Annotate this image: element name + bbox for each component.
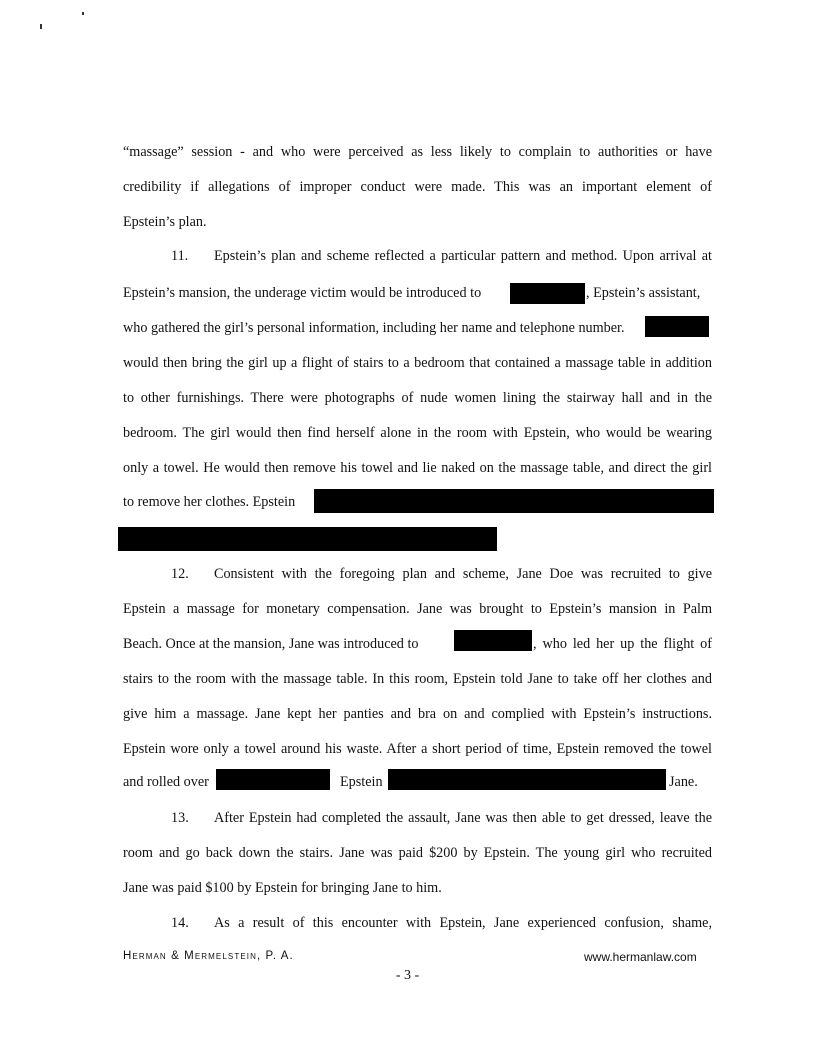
redaction-bar — [216, 769, 330, 790]
scan-speck — [82, 12, 84, 15]
body-line: give him a massage. Jane kept her panties and bra on and complied with Epstein’s instructions. — [123, 706, 712, 722]
body-line: would then bring the girl up a flight of stairs to a bedroom that contained a massage table in addition — [123, 355, 712, 371]
paragraph-number: 12. — [171, 566, 189, 582]
body-line: credibility if allegations of improper conduct were made. This was an important element of — [123, 179, 712, 195]
body-line — [123, 773, 712, 791]
body-line — [123, 284, 712, 302]
body-text: Beach. Once at the mansion, Jane was introduced to — [123, 636, 419, 652]
body-text: , Epstein’s assistant, — [586, 285, 701, 301]
body-text: and rolled over — [123, 774, 209, 790]
body-text: After Epstein had completed the assault, Jane was then able to get dressed, leave the — [214, 810, 712, 826]
body-text: , who led her up the flight of — [533, 636, 712, 652]
body-text: to remove her clothes. Epstein — [123, 494, 296, 510]
body-line: room and go back down the stairs. Jane was paid $200 by Epstein. The young girl who recruited — [123, 845, 712, 861]
body-text: As a result of this encounter with Epstein, Jane experienced confusion, shame, — [214, 915, 712, 931]
redaction-bar — [314, 489, 714, 513]
scan-speck — [40, 24, 42, 29]
body-line: to other furnishings. There were photographs of nude women lining the stairway hall and in the — [123, 390, 712, 406]
redaction-bar — [388, 769, 666, 790]
footer-firm-name: Herman & Mermelstein, P. A. — [123, 950, 294, 962]
paragraph-number: 14. — [171, 915, 189, 931]
body-line: only a towel. He would then remove his towel and lie naked on the massage table, and direct the girl — [123, 460, 712, 476]
body-line: Epstein wore only a towel around his waste. After a short period of time, Epstein removed the towel — [123, 741, 712, 757]
body-text: Jane. — [669, 774, 698, 790]
body-line: Epstein’s plan. — [123, 214, 207, 230]
body-line — [123, 319, 712, 337]
body-text: Epstein’s plan and scheme reflected a particular pattern and method. Upon arrival at — [214, 248, 712, 264]
body-text: Epstein — [340, 774, 383, 790]
body-text: Epstein’s mansion, the underage victim would be introduced to — [123, 285, 482, 301]
paragraph-number: 11. — [171, 248, 189, 264]
redaction-bar — [510, 283, 585, 304]
paragraph-number: 13. — [171, 810, 189, 826]
body-line: Jane was paid $100 by Epstein for bringing Jane to him. — [123, 880, 442, 896]
body-line — [123, 635, 712, 653]
page-number: - 3 - — [395, 968, 420, 983]
footer-website: www.hermanlaw.com — [584, 950, 697, 964]
body-line: bedroom. The girl would then find herself alone in the room with Epstein, who would be wearing — [123, 425, 712, 441]
redaction-bar — [454, 630, 532, 651]
body-text: Consistent with the foregoing plan and scheme, Jane Doe was recruited to give — [214, 566, 712, 582]
body-text: who gathered the girl’s personal information, including her name and telephone number. — [123, 320, 625, 336]
body-line: stairs to the room with the massage table. In this room, Epstein told Jane to take off her clothes and — [123, 671, 712, 687]
redaction-bar — [645, 316, 709, 337]
redaction-bar — [118, 527, 497, 551]
body-line: Epstein a massage for monetary compensation. Jane was brought to Epstein’s mansion in Palm — [123, 601, 712, 617]
body-line: “massage” session - and who were perceived as less likely to complain to authorities or have — [123, 144, 712, 160]
